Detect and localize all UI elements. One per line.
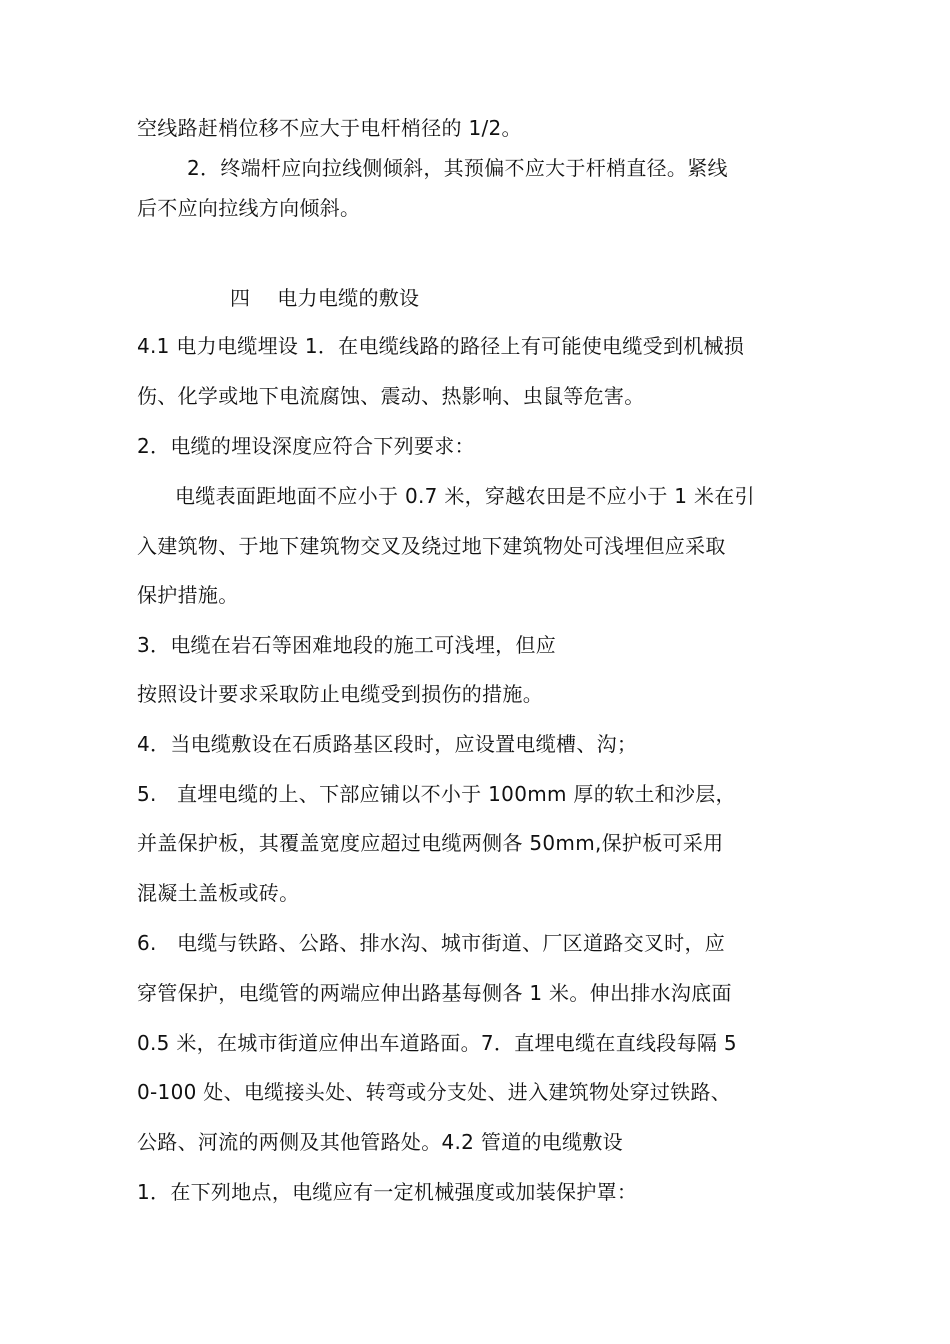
section-heading: 四 电力电缆的敷设 [230, 286, 420, 310]
text-line: 4．当电缆敷设在石质路基区段时，应设置电缆槽、沟； [137, 732, 638, 756]
text-line: 后不应向拉线方向倾斜。 [137, 196, 361, 220]
text-line: 3．电缆在岩石等困难地段的施工可浅埋，但应 [137, 633, 557, 657]
text-line: 2．终端杆应向拉线侧倾斜，其预偏不应大于杆梢直径。紧线 [187, 156, 728, 180]
text-line: 0-100 处、电缆接头处、转弯或分支处、进入建筑物处穿过铁路、 [137, 1080, 732, 1104]
text-line: 保护措施。 [137, 583, 239, 607]
text-line: 4.1 电力电缆埋设 1．在电缆线路的路径上有可能使电缆受到机械损 [137, 334, 745, 358]
text-line: 按照设计要求采取防止电缆受到损伤的措施。 [137, 682, 543, 706]
text-line: 2．电缆的埋设深度应符合下列要求： [137, 434, 475, 458]
text-line: 入建筑物、于地下建筑物交叉及绕过地下建筑物处可浅埋但应采取 [137, 534, 726, 558]
text-line: 伤、化学或地下电流腐蚀、震动、热影响、虫鼠等危害。 [137, 384, 645, 408]
text-line: 电缆表面距地面不应小于 0.7 米，穿越农田是不应小于 1 米在引 [175, 484, 755, 508]
text-line: 空线路赶梢位移不应大于电杆梢径的 1/2。 [137, 116, 522, 140]
text-line: 0.5 米，在城市街道应伸出车道路面。7．直埋电缆在直线段每隔 5 [137, 1031, 737, 1055]
text-line: 公路、河流的两侧及其他管路处。4.2 管道的电缆敷设 [137, 1130, 623, 1154]
text-line: 1．在下列地点，电缆应有一定机械强度或加装保护罩： [137, 1180, 638, 1204]
text-line: 5. 直埋电缆的上、下部应铺以不小于 100mm 厚的软土和沙层， [137, 782, 736, 806]
text-line: 穿管保护，电缆管的两端应伸出路基每侧各 1 米。伸出排水沟底面 [137, 981, 732, 1005]
text-line: 并盖保护板，其覆盖宽度应超过电缆两侧各 50mm,保护板可采用 [137, 831, 724, 855]
text-line: 混凝土盖板或砖。 [137, 881, 300, 905]
text-line: 6. 电缆与铁路、公路、排水沟、城市街道、厂区道路交叉时，应 [137, 931, 726, 955]
